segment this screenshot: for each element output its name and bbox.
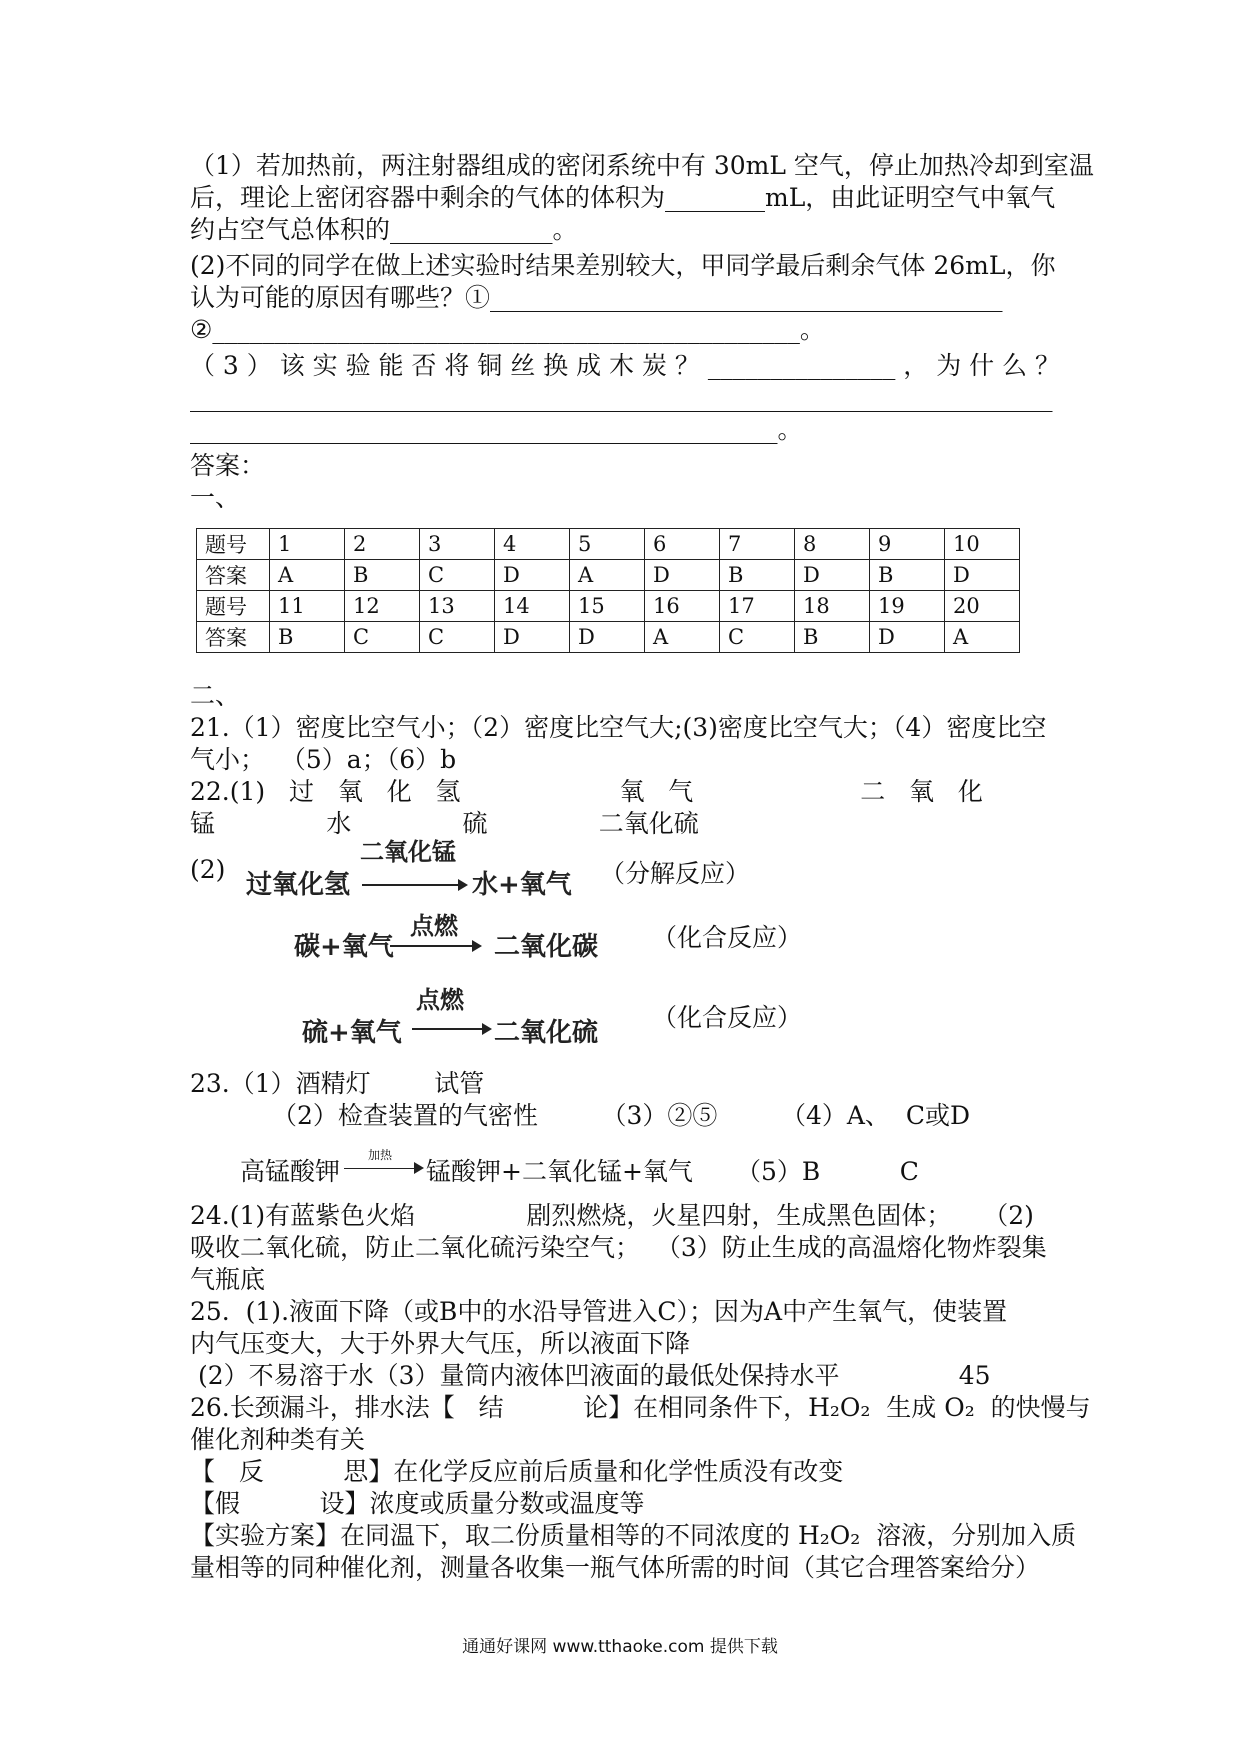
answer-21-line2: 气小； （5）a；（6）b [190, 745, 457, 774]
answer-table-cell: 18 [795, 591, 870, 622]
answer-table-row-label: 答案 [197, 622, 270, 653]
eq3-reactants: 硫+氧气 [302, 1018, 402, 1048]
answer-table-cell: A [945, 622, 1020, 653]
answer-table-cell: 17 [720, 591, 795, 622]
answer-table-cell: C [720, 622, 795, 653]
q1-line1: （1）若加热前，两注射器组成的密闭系统中有 30mL 空气，停止加热冷却到室温 [190, 151, 1094, 180]
answer-table-row [197, 560, 1020, 591]
eq3-products: 二氧化硫 [494, 1018, 599, 1048]
answer-table-cell: 19 [870, 591, 945, 622]
q2-line3: ②_______________________________________________。 [190, 315, 825, 344]
eq1-products: 水+氧气 [472, 870, 572, 900]
answer-table-cell: A [645, 622, 720, 653]
eq3-reaction-type: （化合反应） [652, 1003, 803, 1032]
answer-26-line6: 量相等的同种催化剂，测量各收集一瓶气体所需的时间（其它合理答案给分） [190, 1553, 1041, 1582]
answer-21-line1: 21.（1）密度比空气小；（2）密度比空气大;(3)密度比空气大；（4）密度比空 [190, 713, 1047, 742]
eq1-reaction-type: （分解反应） [600, 859, 751, 888]
answer-table-cell: 12 [345, 591, 420, 622]
answer-table-cell: B [345, 560, 420, 591]
eq2-reactants: 碳+氧气 [294, 932, 394, 962]
answer-table-cell: 9 [870, 529, 945, 560]
eq1-condition: 二氧化锰 [360, 838, 456, 866]
q2-line1: (2)不同的同学在做上述实验时结果差别较大，甲同学最后剩余气体 26mL，你 [190, 251, 1056, 280]
a23-tail: （5）B C [736, 1157, 919, 1186]
answer-table-cell: 4 [495, 529, 570, 560]
answer-table-cell: D [495, 560, 570, 591]
q3-line1: （3）该实验能否将铜丝换成木炭？_______________，为什么？ [190, 351, 1060, 380]
eq2-reaction-type: （化合反应） [652, 923, 803, 952]
answer-table-cell: 7 [720, 529, 795, 560]
answer-table-cell: C [345, 622, 420, 653]
answer-26-line2: 催化剂种类有关 [190, 1425, 366, 1454]
answer-table-cell: 3 [420, 529, 495, 560]
answer-22-line2: 锰 水 硫 二氧化硫 [190, 809, 699, 838]
answer-23-line2: （2）检查装置的气密性 （3）②⑤ （4）A、 C或D [272, 1101, 970, 1130]
q2-line2: 认为可能的原因有哪些？①_________________________________________ [190, 283, 1003, 312]
answer-24-line1: 24.(1)有蓝紫色火焰 剧烈燃烧，火星四射，生成黑色固体； （2) [190, 1201, 1034, 1230]
answer-table-cell: 15 [570, 591, 645, 622]
answer-table-cell: D [945, 560, 1020, 591]
answer-table-cell: D [795, 560, 870, 591]
answer-table-cell: B [795, 622, 870, 653]
eq1-arrow [362, 884, 466, 886]
a23-eq-condition: 加热 [368, 1148, 393, 1162]
answer-26-line5: 【实验方案】在同温下，取二份质量相等的不同浓度的 H₂O₂ 溶液，分别加入质 [190, 1521, 1077, 1550]
answer-25-line2: 内气压变大，大于外界大气压，所以液面下降 [190, 1329, 691, 1358]
answer-table-row-label: 题号 [197, 529, 270, 560]
eq1-reactants: 过氧化氢 [246, 870, 351, 900]
section-two-label: 二、 [190, 681, 241, 710]
answer-table-cell: B [870, 560, 945, 591]
answer-table-cell: 13 [420, 591, 495, 622]
eq2-condition: 点燃 [410, 912, 458, 940]
answer-24-line2: 吸收二氧化硫，防止二氧化硫污染空气； （3）防止生成的高温熔化物炸裂集 [190, 1233, 1047, 1262]
section-one-label: 一、 [190, 483, 241, 512]
answer-table-cell: 16 [645, 591, 720, 622]
answer-26-line3: 【 反 思】在化学反应前后质量和化学性质没有改变 [190, 1457, 844, 1486]
answer-table-cell: C [420, 560, 495, 591]
answer-table-cell: 14 [495, 591, 570, 622]
answer-25-line3: (2）不易溶于水（3）量筒内液体凹液面的最低处保持水平 45 [190, 1361, 991, 1390]
answer-table-cell: 6 [645, 529, 720, 560]
answer-table-cell: D [570, 622, 645, 653]
eq3-condition: 点燃 [416, 986, 464, 1014]
eq2-arrow [390, 945, 480, 947]
answer-heading: 答案： [190, 451, 266, 480]
answer-table-row [197, 529, 1020, 560]
answer-22-part2-label: (2) [190, 855, 226, 884]
answer-24-line3: 气瓶底 [190, 1265, 266, 1294]
q1-line3: 约占空气总体积的_____________。 [190, 215, 578, 244]
q3-line2: _____________________________________________________________________ [190, 383, 1053, 412]
answer-table-cell: 1 [270, 529, 345, 560]
answer-table-row [197, 591, 1020, 622]
q1-line2: 后，理论上密闭容器中剩余的气体的体积为________mL，由此证明空气中氧气 [190, 183, 1056, 212]
answer-table-cell: A [570, 560, 645, 591]
q3-line3: _______________________________________________。 [190, 415, 803, 444]
answer-23-line1: 23.（1）酒精灯 试管 [190, 1069, 485, 1098]
answer-table-cell: 8 [795, 529, 870, 560]
answer-25-line1: 25. (1).液面下降（或B中的水沿导管进入C）；因为A中产生氧气，使装置 [190, 1297, 1008, 1326]
answer-table-row [197, 622, 1020, 653]
answer-table-cell: 5 [570, 529, 645, 560]
answer-table-row-label: 题号 [197, 591, 270, 622]
eq2-products: 二氧化碳 [494, 932, 599, 962]
answer-26-line4: 【假 设】浓度或质量分数或温度等 [190, 1489, 645, 1518]
answer-table-cell: D [495, 622, 570, 653]
answer-table-cell: B [720, 560, 795, 591]
answer-table-cell: B [270, 622, 345, 653]
answer-table-row-label: 答案 [197, 560, 270, 591]
answer-26-line1: 26.长颈漏斗，排水法【 结 论】在相同条件下，H₂O₂ 生成 O₂ 的快慢与 [190, 1393, 1091, 1422]
answer-table-cell: C [420, 622, 495, 653]
answer-table-cell: 10 [945, 529, 1020, 560]
answer-table-cell: 11 [270, 591, 345, 622]
answer-22-line1: 22.(1) 过 氧 化 氢 氧 气 二 氧 化 [190, 777, 983, 806]
answer-table [196, 528, 1020, 653]
eq3-arrow [412, 1028, 490, 1030]
answer-table-cell: D [870, 622, 945, 653]
a23-eq-reactant: 高锰酸钾 [240, 1157, 341, 1186]
answer-table-cell: 2 [345, 529, 420, 560]
page-footer: 通通好课网 www.tthaoke.com 提供下载 [462, 1637, 778, 1657]
answer-table-cell: A [270, 560, 345, 591]
answer-table-cell: D [645, 560, 720, 591]
a23-eq-products: 锰酸钾+二氧化锰+氧气 [426, 1157, 693, 1186]
answer-table-cell: 20 [945, 591, 1020, 622]
a23-eq-arrow [344, 1168, 422, 1169]
